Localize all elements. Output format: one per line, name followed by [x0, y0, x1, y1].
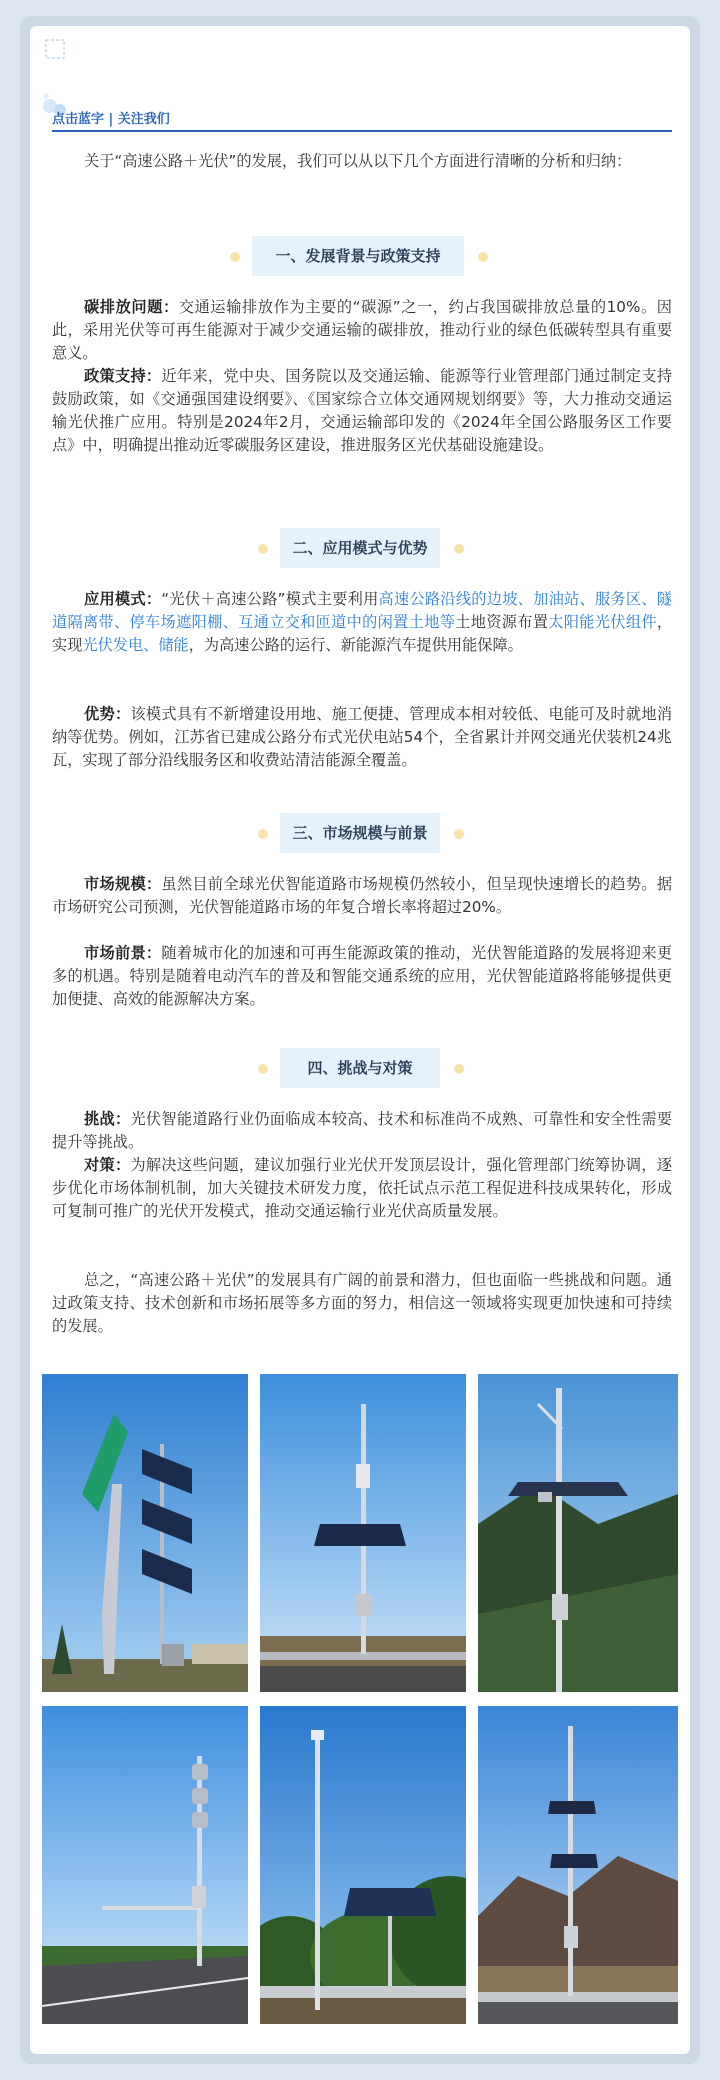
heading-dot-right — [478, 252, 488, 262]
paragraph-label: 挑战： — [84, 1110, 131, 1128]
section-heading-4 — [30, 1048, 690, 1088]
photo-solar-panel-trees — [260, 1706, 466, 2024]
photo-grid — [42, 1374, 678, 2026]
paragraph-carbon — [52, 296, 672, 365]
heading-dot-left — [230, 252, 240, 262]
section-heading-2 — [30, 528, 690, 568]
paragraph-label: 优势： — [84, 705, 131, 723]
header-divider — [52, 130, 672, 132]
paragraph-label: 对策： — [84, 1156, 131, 1174]
paragraph-label: 碳排放问题： — [84, 298, 179, 316]
heading-dot-right — [454, 829, 464, 839]
paragraph-body: 土地资源布置 — [455, 613, 549, 631]
photo-solar-pole-mountain — [478, 1706, 678, 2024]
paragraph-body: ，实现 — [52, 613, 673, 654]
intro-paragraph: 关于“高速公路＋光伏”的发展，我们可以从以下几个方面进行清晰的分析和归纳： — [84, 152, 632, 170]
heading-dot-left — [258, 829, 268, 839]
paragraph-application — [52, 588, 672, 657]
paragraph-market-size — [52, 873, 672, 919]
conclusion-paragraph: 总之，“高速公路＋光伏”的发展具有广阔的前景和潜力，但也面临一些挑战和问题。通过政策支持、技术创新和市场拓展等多方面的努力，相信这一领域将实现更加快速和可持续的发展。 — [52, 1271, 672, 1335]
section-title: 一、发展背景与政策支持 — [252, 236, 464, 276]
paragraph-label: 政策支持： — [84, 367, 162, 385]
paragraph-body: ，为高速公路的运行、新能源汽车提供用能保障。 — [188, 636, 523, 654]
paragraph-label: 市场前景： — [84, 944, 162, 962]
decorative-corner-icon — [40, 36, 88, 116]
highlight-land-resources: 高速公路沿线的边坡、加油站、服务区、隧道隔离带、停车场遮阳棚、互通立交和匝道中的闲置土地等 — [52, 590, 672, 631]
article-card — [30, 26, 690, 2054]
photo-solar-pole-sign — [42, 1374, 248, 1692]
paragraph-label: 应用模式： — [84, 590, 162, 608]
paragraph-body: 光伏智能道路行业仍面临成本较高、技术和标准尚不成熟、可靠性和安全性需要提升等挑战。 — [52, 1110, 673, 1151]
photo-solar-pole-road — [260, 1374, 466, 1692]
paragraph-label: 市场规模： — [84, 875, 162, 893]
heading-dot-right — [454, 544, 464, 554]
page-frame — [20, 16, 700, 2064]
paragraph-body: 为解决这些问题，建议加强行业光伏开发顶层设计，强化管理部门统筹协调，逐步优化市场体制机制，加大关键技术研发力度，依托试点示范工程促进科技成果转化，形成可复制可推广的光伏开发模式，推动交通运输行业光伏高质量发展。 — [52, 1156, 673, 1220]
paragraph-challenge — [52, 1108, 672, 1154]
paragraph-body: 该模式具有不新增建设用地、施工便捷、管理成本相对较低、电能可及时就地消纳等优势。例如，江苏省已建成公路分布式光伏电站54个，全省累计并网交通光伏装机24兆瓦，实现了部分沿线服务区和收费站清洁能源全覆盖。 — [52, 705, 673, 769]
photo-solar-pole-hillside — [478, 1374, 678, 1692]
paragraph-policy — [52, 365, 672, 457]
highlight-pv-storage: 光伏发电、储能 — [82, 636, 189, 654]
section-heading-3 — [30, 813, 690, 853]
paragraph-body: “光伏＋高速公路”模式主要利用 — [161, 590, 379, 608]
paragraph-body: 虽然目前全球光伏智能道路市场规模仍然较小，但呈现快速增长的趋势。据市场研究公司预测，光伏智能道路市场的年复合增长率将超过20%。 — [52, 875, 673, 916]
heading-dot-right — [454, 1064, 464, 1074]
highlight-pv-modules: 太阳能光伏组件 — [548, 613, 657, 631]
section-title: 四、挑战与对策 — [280, 1048, 440, 1088]
photo-signal-pole-highway — [42, 1706, 248, 2024]
follow-us-link[interactable]: 点击蓝字 | 关注我们 — [52, 112, 170, 127]
paragraph-countermeasure — [52, 1154, 672, 1223]
heading-dot-left — [258, 1064, 268, 1074]
paragraph-advantage — [52, 703, 672, 772]
heading-dot-left — [258, 544, 268, 554]
paragraph-body: 近年来，党中央、国务院以及交通运输、能源等行业管理部门通过制定支持鼓励政策，如《交通强国建设纲要》、《国家综合立体交通网规划纲要》等，大力推动交通运输光伏推广应用。特别是2024年2月，交通运输部印发的《2024年全国公路服务区工作要点》中，明确提出推动近零碳服务区建设，推进服务区光伏基础设施建设。 — [52, 367, 673, 454]
section-title: 二、应用模式与优势 — [280, 528, 440, 568]
paragraph-body: 随着城市化的加速和可再生能源政策的推动，光伏智能道路的发展将迎来更多的机遇。特别是随着电动汽车的普及和智能交通系统的应用，光伏智能道路将能够提供更加便捷、高效的能源解决方案。 — [52, 944, 673, 1008]
section-title: 三、市场规模与前景 — [280, 813, 440, 853]
section-heading-1 — [30, 236, 690, 276]
paragraph-market-outlook — [52, 942, 672, 1011]
paragraph-body: 交通运输排放作为主要的“碳源”之一，约占我国碳排放总量的10%。因此，采用光伏等可再生能源对于减少交通运输的碳排放，推动行业的绿色低碳转型具有重要意义。 — [52, 298, 672, 362]
